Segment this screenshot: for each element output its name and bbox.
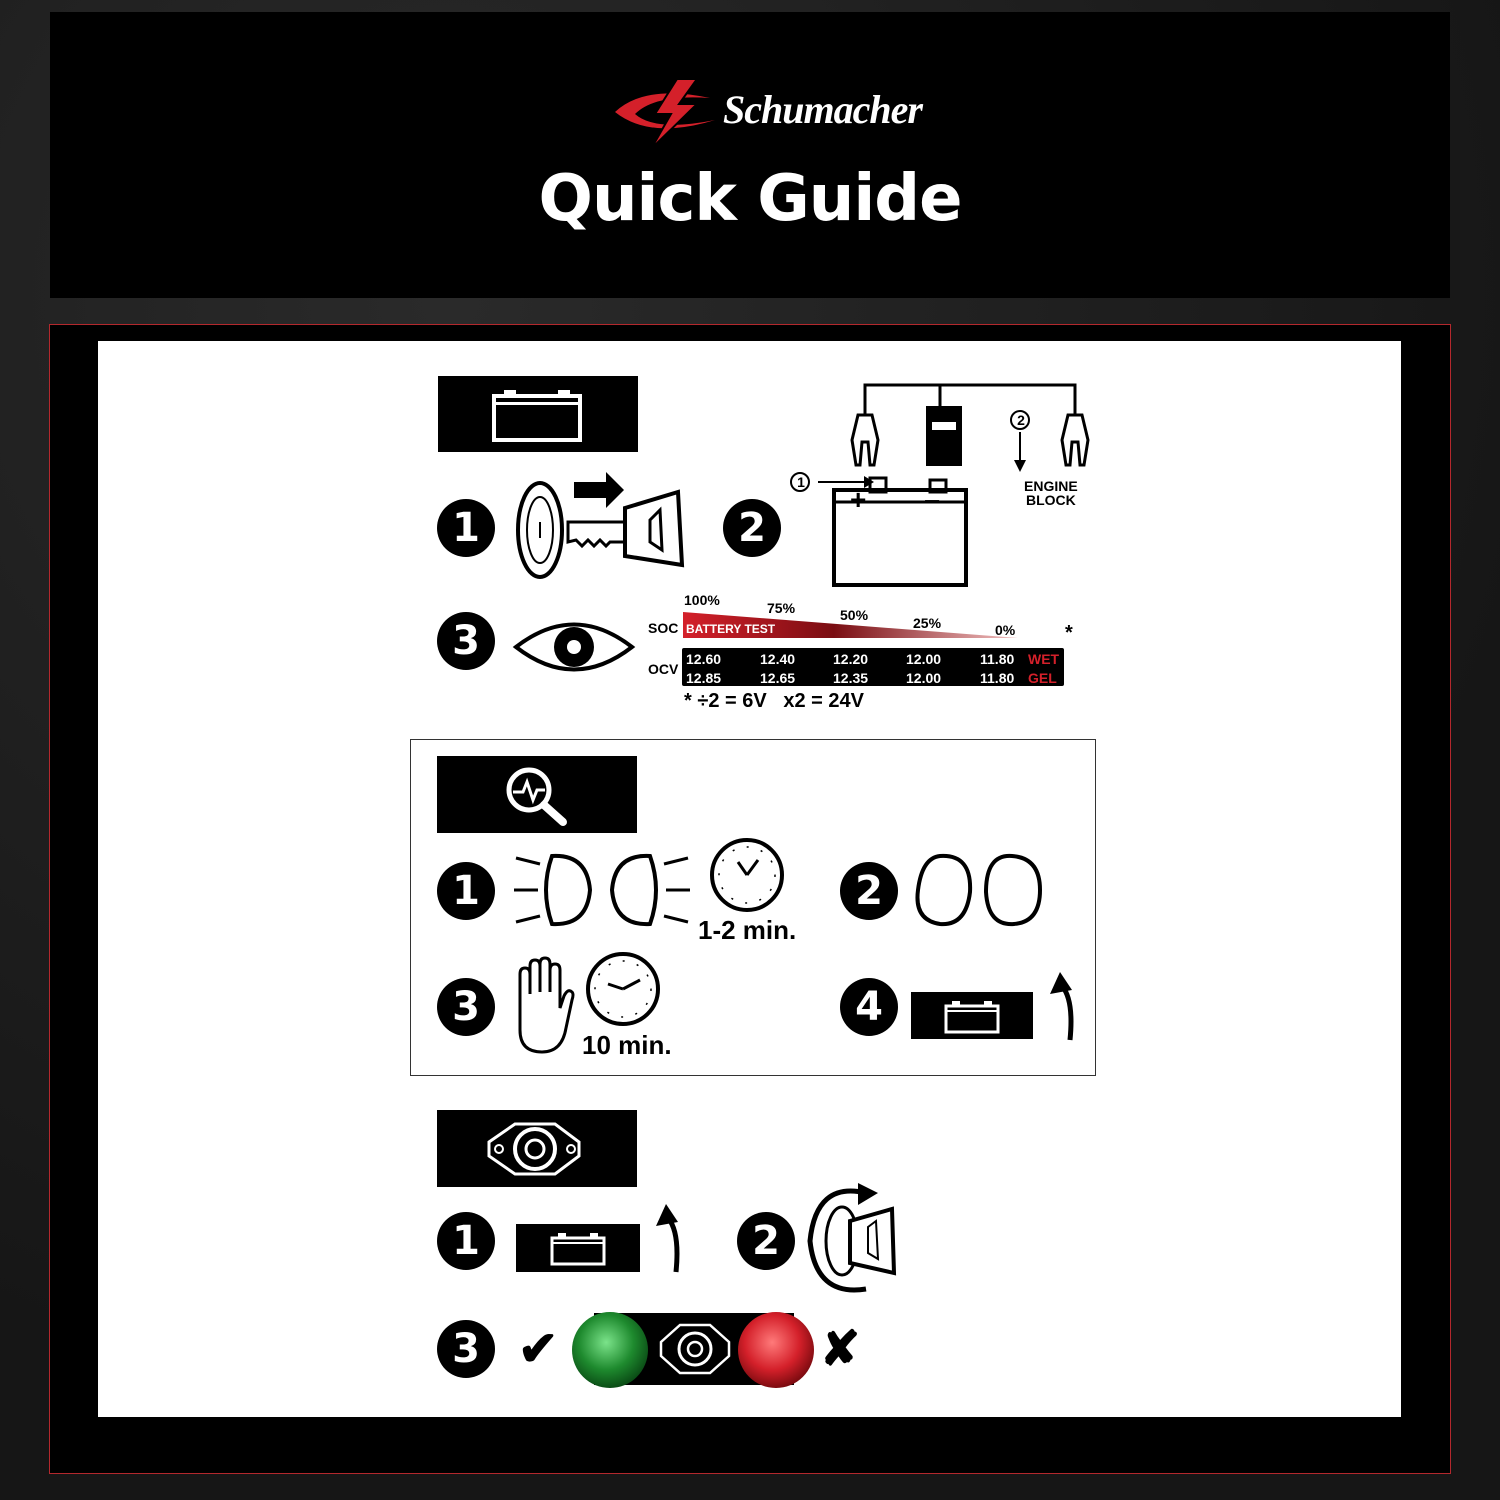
brand-logo <box>605 74 985 154</box>
diagnostic-step-4: 4 <box>840 978 898 1036</box>
alternator-section-header <box>437 1110 637 1187</box>
battery-test-label: BATTERY TEST <box>686 622 776 636</box>
battery-start-label <box>516 1224 640 1272</box>
lightning-logo-icon <box>605 74 735 154</box>
diagnostic-step-2: 2 <box>840 862 898 920</box>
check-icon: ✔ <box>518 1323 559 1376</box>
ocv-label: OCV <box>648 661 679 677</box>
wait-time-long: 10 min. <box>582 1030 672 1060</box>
battery-icon <box>943 1000 1001 1034</box>
diagnostic-step-3: 3 <box>437 978 495 1036</box>
hand-stop-icon <box>514 958 576 1056</box>
alternator-step-2: 2 <box>737 1212 795 1270</box>
diagnostic-step-1: 1 <box>437 862 495 920</box>
marker-1: 1 <box>797 474 805 490</box>
ignition-key-off-icon <box>510 470 690 580</box>
battery-step-2: 2 <box>723 499 781 557</box>
crank-arrow-icon <box>1042 970 1082 1042</box>
battery-step-1: 1 <box>437 499 495 557</box>
soc-asterisk: * <box>1065 622 1073 644</box>
ocv-wet-75: 12.40 <box>760 650 796 667</box>
ocv-wet-row <box>684 649 1064 668</box>
battery-icon <box>549 1232 607 1266</box>
ocv-gel-label: GEL <box>1028 669 1057 686</box>
magnifier-pulse-icon <box>503 764 573 826</box>
ocv-gel-25: 12.00 <box>906 669 942 686</box>
soc-0: 0% <box>995 622 1016 638</box>
engine-block-label: ENGINE BLOCK <box>1024 478 1078 508</box>
diagnostic-section-header <box>437 756 637 833</box>
battery-icon <box>490 388 584 442</box>
soc-100: 100% <box>684 592 720 608</box>
battery-step-3: 3 <box>437 612 495 670</box>
cross-icon: ✘ <box>820 1323 861 1376</box>
wait-time-short: 1-2 min. <box>698 915 797 945</box>
ocv-gel-0: 11.80 <box>980 669 1015 686</box>
soc-label: SOC <box>648 620 679 636</box>
clock-icon <box>708 836 786 914</box>
ocv-wet-100: 12.60 <box>686 650 722 667</box>
ocv-wet-label: WET <box>1028 650 1060 667</box>
alternator-step-3: 3 <box>437 1320 495 1378</box>
ignition-start-icon <box>806 1183 898 1299</box>
headlights-on-icon <box>512 850 692 930</box>
green-led-icon <box>570 1310 650 1390</box>
brand-name: Schumacher <box>723 87 922 132</box>
page-title: Quick Guide <box>538 162 962 236</box>
negative-sign: − <box>924 486 941 517</box>
red-led-icon <box>736 1310 816 1390</box>
marker-2: 2 <box>1017 412 1025 428</box>
ocv-wet-25: 12.00 <box>906 650 942 667</box>
soc-75: 75% <box>767 600 796 616</box>
voltage-footnote: * ÷2 = 6V x2 = 24V <box>684 690 864 712</box>
alternator-icon <box>658 1321 732 1377</box>
headlights-off-icon <box>910 850 1050 930</box>
ocv-gel-75: 12.65 <box>760 669 796 686</box>
alternator-step-1: 1 <box>437 1212 495 1270</box>
ocv-gel-100: 12.85 <box>686 669 722 686</box>
clock-icon <box>584 950 662 1028</box>
soc-50: 50% <box>840 607 869 623</box>
ocv-wet-50: 12.20 <box>833 650 869 667</box>
positive-sign: + <box>850 484 867 515</box>
ocv-gel-50: 12.35 <box>833 669 869 686</box>
header-banner <box>50 12 1450 298</box>
soc-25: 25% <box>913 615 942 631</box>
ocv-wet-0: 11.80 <box>980 650 1015 667</box>
ocv-gel-row <box>684 668 1064 687</box>
battery-start-label <box>911 992 1033 1039</box>
battery-section-header <box>438 376 638 452</box>
eye-icon <box>514 612 634 682</box>
crank-arrow-icon <box>648 1202 688 1274</box>
alternator-icon <box>485 1120 585 1178</box>
